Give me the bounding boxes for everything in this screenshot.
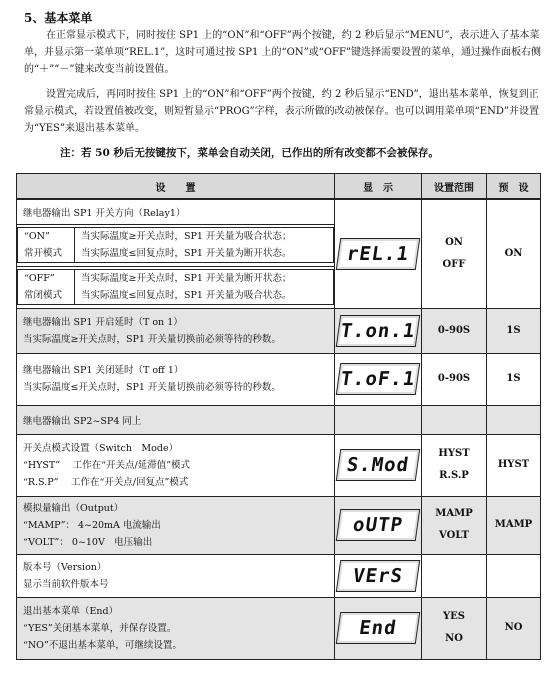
relay1-preset: ON	[486, 199, 540, 308]
ton-range: 0-90S	[422, 308, 487, 353]
toff-description: 继电器输出 SP1 关闭延时（T off 1） 当实际温度≤开关点时，SP1 开关量切换前必须等待的秒数。	[17, 353, 335, 405]
timeout-note: 注：若 50 秒后无按键按下，菜单会自动关闭，已作出的所有改变都不会被保存。	[60, 147, 439, 159]
off-mode-description: 当实际温度≥开关点时，SP1 开关量为断开状态； 当实际温度≤回复点时，SP1 开关量为吸合状态。	[75, 270, 334, 305]
end-preset: NO	[486, 597, 540, 659]
switch-mode-preset: HYST	[486, 434, 540, 496]
ton-description: 继电器输出 SP1 开启延时（T on 1） 当实际温度≥开关点时，SP1 开关量切换前必须等待的秒数。	[17, 308, 335, 353]
relay1-title: 继电器输出 SP1 开关方向（Relay1）	[17, 199, 335, 224]
section-heading: 5、基本菜单	[24, 11, 93, 25]
lcd-display-ton1: T.on.1	[336, 315, 420, 347]
relay1-range-off: OFF	[442, 258, 466, 270]
table-row-version	[17, 554, 541, 597]
table-row-toff	[17, 353, 541, 405]
table-row-analog-output	[17, 496, 541, 554]
relay1-range	[422, 199, 487, 308]
analog-output-range: MAMP VOLT	[422, 496, 487, 554]
analog-output-preset: MAMP	[486, 496, 540, 554]
table-row-relay1-title	[17, 199, 541, 224]
lcd-display-vers: VErS	[336, 560, 420, 592]
ton-preset: 1S	[486, 308, 540, 353]
exit-paragraph: 设置完成后，再同时按住 SP1 上的“ON”和“OFF”两个按键，约 2 秒后显示“END”，退出基本菜单，恢复到正常显示模式，若设置值被改变，则短暂显示“PROG”字样，表示所做的改动被保存。也可以调用菜单项“END”并设置为“YES”来退出基本菜单。	[24, 89, 539, 134]
header-setting: 设 置	[17, 174, 335, 200]
lcd-display-smod: S.Mod	[336, 449, 420, 481]
on-mode-label: “ON” 常开模式	[18, 228, 75, 263]
table-row-ton	[17, 308, 541, 353]
header-range: 设置范围	[422, 174, 487, 200]
table-row-switch-mode	[17, 434, 541, 496]
sp2-sp4-note: 继电器输出 SP2~SP4 同上	[17, 405, 335, 434]
table-row-sp2-sp4	[17, 405, 541, 434]
switch-mode-description: 开关点模式设置（Switch Mode） “HYST” 工作在“开关点/延滞值”模式 “R.S.P” 工作在“开关点/回复点”模式	[17, 434, 335, 496]
header-preset: 预 设	[486, 174, 540, 200]
menu-settings-table	[16, 173, 541, 660]
on-mode-description: 当实际温度≥开关点时，SP1 开关量为吸合状态； 当实际温度≤回复点时，SP1 开关量为断开状态。	[75, 228, 334, 263]
lcd-display-rel1: rEL.1	[336, 238, 420, 270]
table-row-end	[17, 597, 541, 659]
lcd-display-end: End	[336, 612, 420, 644]
end-description: 退出基本菜单（End） “YES”关闭基本菜单，并保存设置。 “NO”不退出基本菜单，可继续设置。	[17, 597, 335, 659]
toff-range: 0-90S	[422, 353, 487, 405]
analog-output-description: 模拟量输出（Output） “MAMP”： 4~20mA 电流输出 “VOLT”： 0~10V 电压输出	[17, 496, 335, 554]
lcd-display-outp: oUTP	[336, 509, 420, 541]
header-display: 显 示	[335, 174, 422, 200]
lcd-display-toff1: T.oF.1	[336, 363, 420, 395]
table-header-row	[17, 174, 541, 200]
off-mode-label: “OFF” 常闭模式	[18, 270, 75, 305]
version-description: 版本号（Version） 显示当前软件版本号	[17, 554, 335, 597]
intro-paragraph: 在正常显示模式下，同时按住 SP1 上的“ON”和“OFF”两个按键，约 2 秒后显示“MENU”，表示进入了基本菜单，并显示第一菜单项“REL.1”，这时可通过按 SP1 上的“ON”或“OFF”键选择需要设置的菜单，通过操作面板右侧的“＋”“－”键来改变当前设置值。	[24, 30, 542, 75]
relay1-range-on: ON	[445, 236, 463, 248]
relay1-display-cell	[335, 199, 422, 308]
switch-mode-range: HYST R.S.P	[422, 434, 487, 496]
end-range: YES NO	[422, 597, 487, 659]
toff-preset: 1S	[486, 353, 540, 405]
